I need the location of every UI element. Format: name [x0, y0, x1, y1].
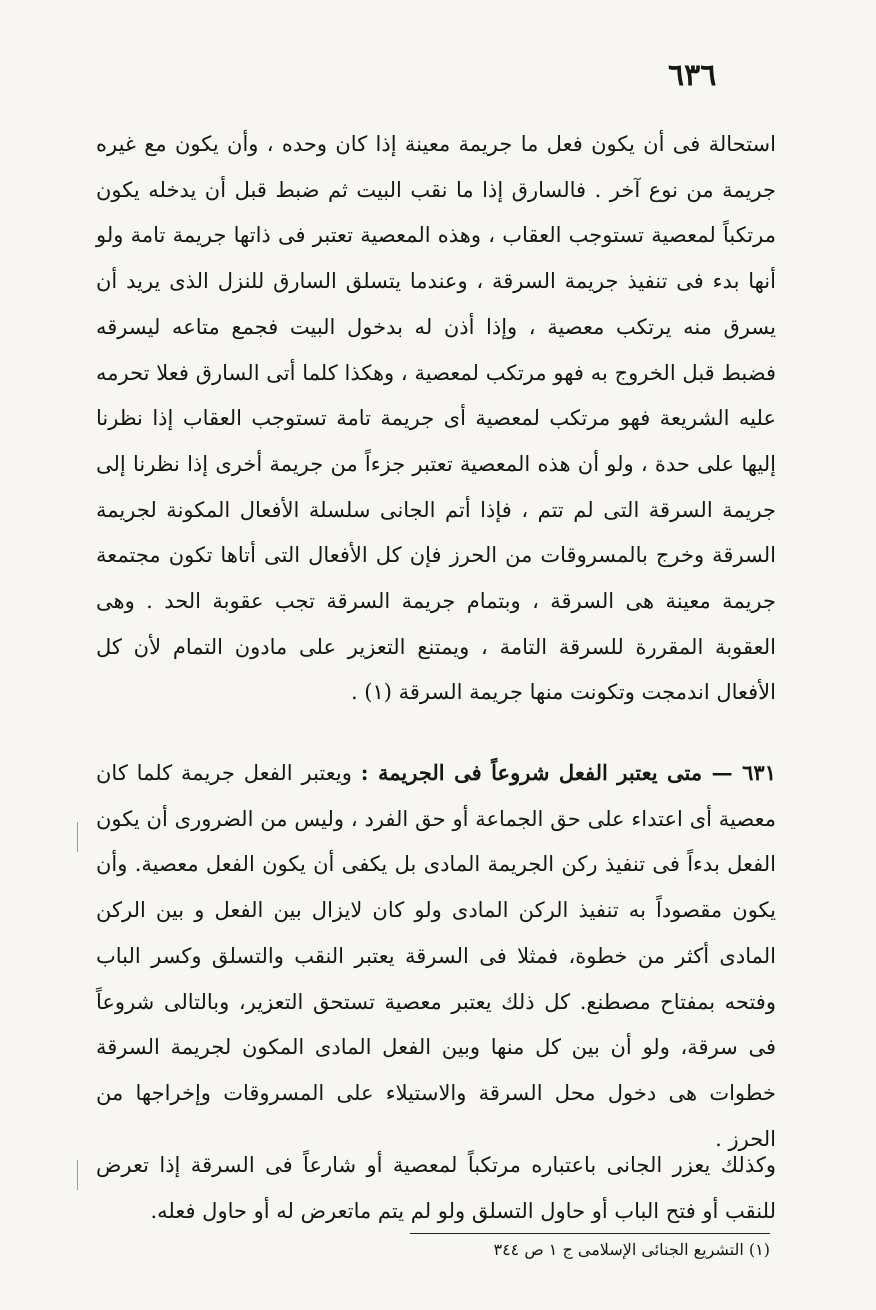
footnote-divider	[410, 1233, 770, 1234]
section-body: ويعتبر الفعل جريمة كلما كان معصية أى اعتداء على حق الجماعة أو حق الفرد ، وليس من الضرورى أن يكون الفعل بدءاً فى تنفيذ ركن الجريمة المادى بل يكفى أن يكون الفعل معصية. وأن يكون مقصوداً به تنفيذ الركن المادى ولو كان لايزال بين الفعل و بين الركن المادى أكثر من خطوة، فمثلا فى السرقة يعتبر النقب والتسلق وكسر الباب وفتحه بمفتاح مصطنع. كل ذلك يعتبر معصية تستحق التعزير، وبالتالى شروعاً فى سرقة، ولو أن بين كل منها وبين الفعل المادى المكون لجريمة السرقة خطوات هى دخول محل السرقة والاستيلاء على المسروقات وإخراجها من الحرز .	[96, 761, 776, 1151]
closing-paragraph: وكذلك يعزر الجانى باعتباره مرتكباً لمعصية أو شارعاً فى السرقة إذا تعرض للنقب أو فتح الباب أو حاول التسلق ولو لم يتم ماتعرض له أو حاول فعله.	[96, 1153, 776, 1223]
section-paragraph	[96, 750, 776, 1162]
footnote: (١) التشريع الجنائى الإسلامى ج ١ ص ٣٤٤	[493, 1240, 770, 1259]
section-heading: ٦٣١ — متى يعتبر الفعل شروعاً فى الجريمة :	[360, 760, 776, 785]
body-paragraph: استحالة فى أن يكون فعل ما جريمة معينة إذا كان وحده ، وأن يكون مع غيره جريمة من نوع آخر . فالسارق إذا ما نقب البيت ثم ضبط قبل أن يدخله يكون مرتكباً لمعصية تستوجب العقاب ، وهذه المعصية تعتبر فى ذاتها جريمة تامة ولو أنها بدء فى تنفيذ جريمة السرقة ، وعندما يتسلق السارق للنزل الذى يريد أن يسرق منه يرتكب معصية ، وإذا أذن له بدخول البيت فجمع متاعه ليسرقه فضبط قبل الخروج به فهو مرتكب لمعصية ، وهكذا كلما أتى السارق فعلا تحرمه عليه الشريعة فهو مرتكب لمعصية أى جريمة تامة تستوجب العقاب إذا نظرنا إليها على حدة ، ولو أن هذه المعصية تعتبر جزءاً من جريمة أخرى إذا نظرنا إلى جريمة السرقة التى لم تتم ، فإذا أتم الجانى سلسلة الأفعال المكونة لجريمة السرقة وخرج بالمسروقات من الحرز فإن كل الأفعال التى أتاها تكون مجتمعة جريمة معينة هى السرقة ، وبتمام جريمة السرقة تجب عقوبة الحد . وهى العقوبة المقررة للسرقة التامة ، ويمتنع التعزير على مادون التمام لأن كل الأفعال اندمجت وتكونت منها جريمة السرقة (١) .	[96, 132, 776, 705]
margin-mark	[77, 822, 78, 852]
page-number: ٦٣٦	[668, 58, 717, 93]
margin-mark	[77, 1160, 78, 1190]
